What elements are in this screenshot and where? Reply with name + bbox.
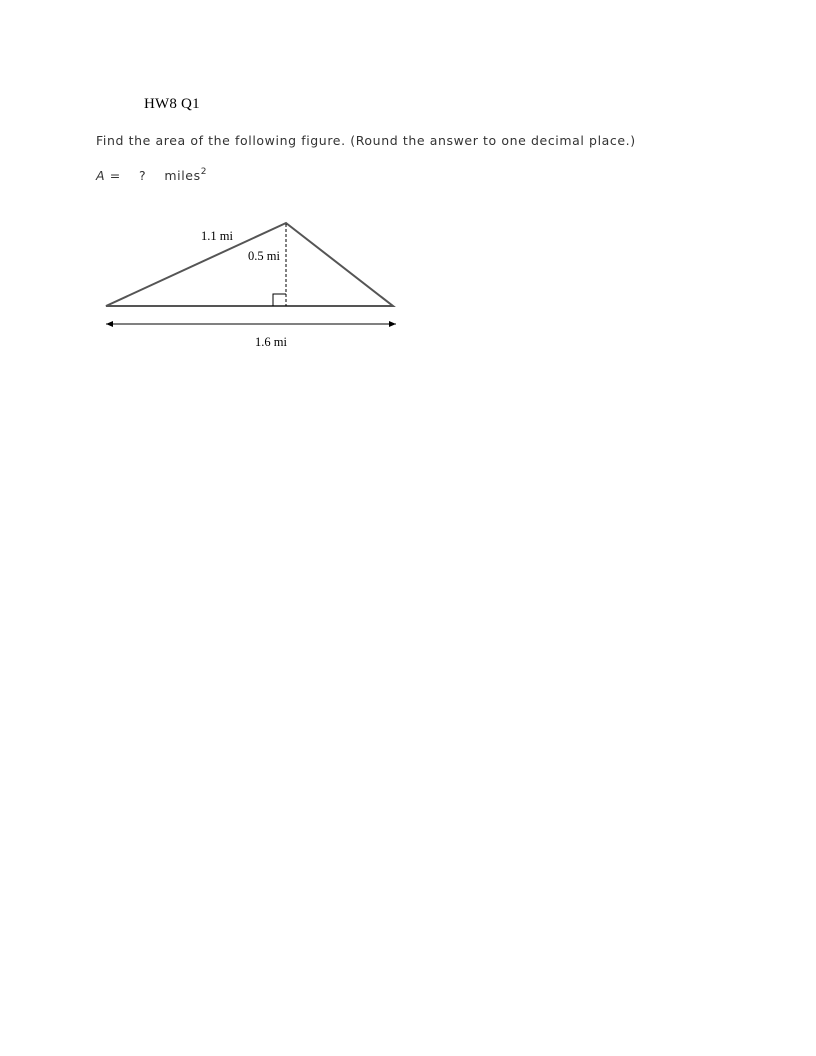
right-angle-mark: [273, 294, 286, 306]
side-label: 1.1 mi: [201, 229, 233, 243]
answer-value: ?: [138, 168, 147, 184]
unit-exponent: 2: [200, 167, 208, 177]
answer-unit: miles: [164, 168, 201, 184]
area-variable: A: [96, 168, 106, 184]
triangle-outline: [106, 223, 393, 306]
base-label: 1.6 mi: [255, 335, 287, 349]
page-title: HW8 Q1: [144, 96, 200, 112]
question-prompt: Find the area of the following figure. (Round the answer to one decimal place.): [96, 133, 636, 148]
triangle-figure: [96, 212, 406, 362]
height-label: 0.5 mi: [248, 249, 280, 263]
answer-line: [96, 168, 207, 183]
equals-sign: =: [109, 168, 121, 184]
